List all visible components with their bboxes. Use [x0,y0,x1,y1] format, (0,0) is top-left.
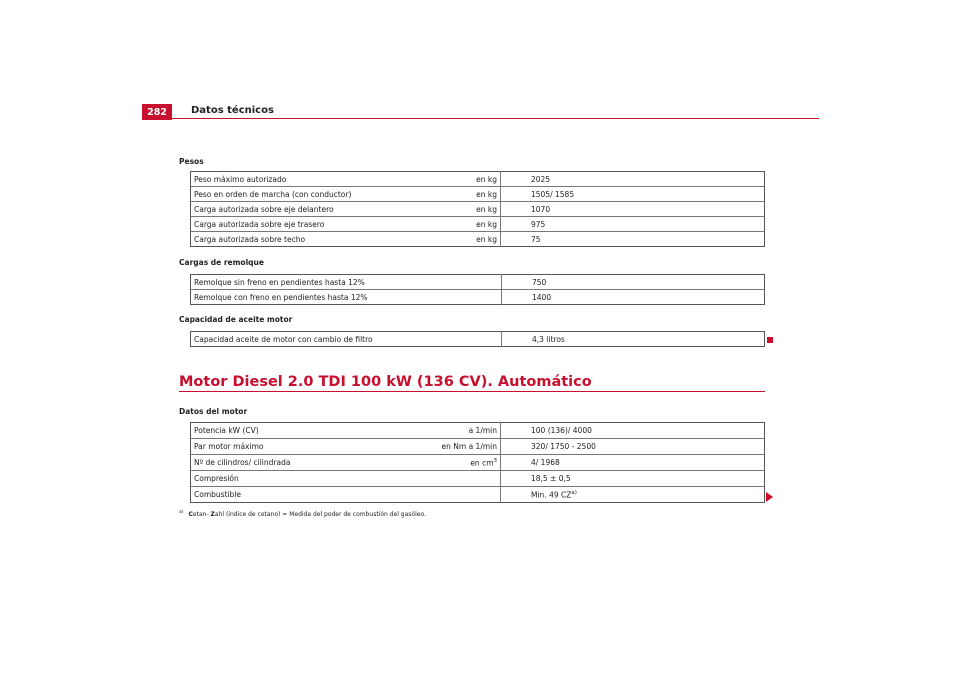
motor-title-rule [179,391,765,392]
row-unit [417,471,501,487]
table-row [191,439,765,455]
row-unit: en Nm a 1/min [417,439,501,455]
table-row [191,290,765,305]
row-value: 18,5 ± 0,5 [501,471,765,487]
table-row [191,187,765,202]
row-label: Remolque sin freno en pendientes hasta 12% [191,275,502,290]
row-value [501,487,765,503]
row-unit: en kg [417,217,501,232]
row-value: 100 (136)/ 4000 [501,423,765,439]
row-label: Capacidad aceite de motor con cambio de filtro [191,332,502,347]
remolque-heading: Cargas de remolque [179,258,264,267]
row-label: Carga autorizada sobre eje trasero [191,217,418,232]
row-value: 1505/ 1585 [501,187,765,202]
row-value: 1070 [501,202,765,217]
motor-data-heading: Datos del motor [179,407,248,416]
footnote-marker: a) [179,510,184,515]
row-unit: en kg [417,232,501,247]
table-row [191,471,765,487]
section-end-marker [767,337,773,343]
page-number: 282 [142,104,172,120]
row-label: Combustible [194,490,242,499]
footnote-part1: etan- [192,511,211,518]
unit-text: en cm [470,458,494,468]
row-unit: en kg [417,202,501,217]
table-row [191,487,765,503]
aceite-heading: Capacidad de aceite motor [179,315,293,324]
row-label: Carga autorizada sobre techo [194,234,306,244]
row-unit [417,455,501,471]
motor-data-table [190,422,765,503]
row-label: Peso en orden de marcha (con conductor) [191,187,418,202]
row-label: Carga autorizada sobre eje delantero [191,202,418,217]
aceite-table [190,331,765,347]
row-unit: en kg [417,187,501,202]
continue-arrow-icon [766,492,773,502]
row-label: Potencia kW (CV) [191,423,418,439]
row-value: 320/ 1750 - 2500 [501,439,765,455]
row-unit: a 1/min [417,423,501,439]
row-value: 975 [501,217,765,232]
unit-superscript: 3 [493,457,497,464]
table-row [191,332,765,347]
row-label: Par motor máximo [191,439,418,455]
row-value: 75 [531,234,541,244]
row-label: Compresión [191,471,418,487]
table-row [191,232,765,247]
table-row [191,455,765,471]
row-label: Nº de cilindros/ cilindrada [191,455,418,471]
row-value: 2025 [501,172,765,187]
row-unit: en kg [417,172,501,187]
pesos-heading: Pesos [179,157,204,166]
footnote-part2: ahl (índice de cetano) = Medida del poder de combustión del gasóleo. [214,511,426,518]
row-label: Remolque con freno en pendientes hasta 12% [191,290,502,305]
motor-section-title: Motor Diesel 2.0 TDI 100 kW (136 CV). Automático [179,374,592,390]
header-rule [142,118,819,119]
table-row [191,217,765,232]
value-text: Min. 49 CZ [531,490,572,500]
footnote [179,510,426,518]
footnote-c: C [188,511,193,518]
remolque-table [190,274,765,305]
row-value: 1400 [532,292,552,302]
table-row [191,423,765,439]
table-row [191,202,765,217]
row-label: Peso máximo autorizado [191,172,418,187]
table-row [191,275,765,290]
footnote-z: Z [210,511,215,518]
row-value: 750 [502,275,765,290]
footnote-reference: a) [571,489,577,496]
row-value: 4/ 1968 [501,455,765,471]
row-unit [417,487,501,503]
row-value: 4,3 litros [532,334,565,344]
table-row [191,172,765,187]
pesos-table [190,171,765,247]
header-title: Datos técnicos [191,105,274,116]
